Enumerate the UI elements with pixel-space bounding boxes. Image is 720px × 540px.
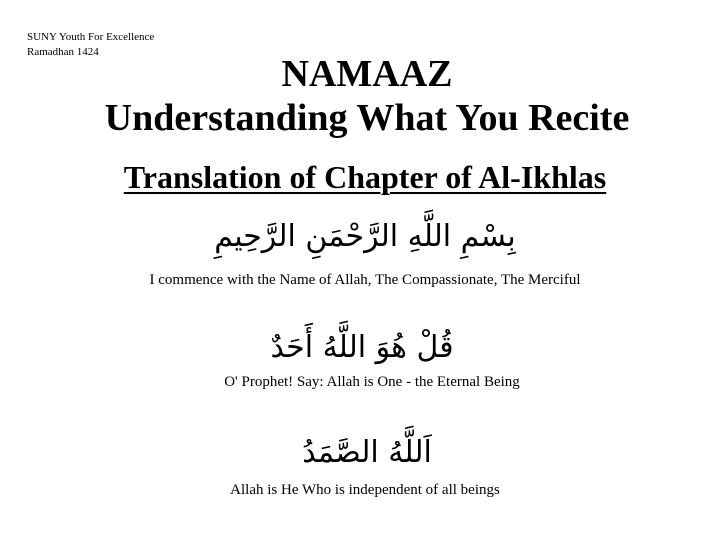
verse-arabic-1: بِسْمِ اللَّهِ الرَّحْمَنِ الرَّحِيمِ [214, 219, 516, 254]
verse-translation-2: O' Prophet! Say: Allah is One - the Eternal Being [224, 374, 520, 390]
org-name: SUNY Youth For Excellence [27, 31, 155, 43]
verse-arabic-3: اَللَّهُ الصَّمَدُ [302, 435, 432, 470]
page-title: NAMAAZ [281, 53, 453, 95]
verse-translation-3: Allah is He Who is independent of all beings [230, 482, 500, 498]
chapter-subtitle: Translation of Chapter of Al-Ikhlas [123, 159, 607, 195]
verse-translation-1: I commence with the Name of Allah, The Compassionate, The Merciful [149, 272, 581, 288]
page-title-line2: Understanding What You Recite [104, 97, 630, 139]
verse-arabic-2: قُلْ هُوَ اللَّهُ أَحَدٌ [270, 330, 454, 365]
org-date: Ramadhan 1424 [27, 46, 99, 58]
